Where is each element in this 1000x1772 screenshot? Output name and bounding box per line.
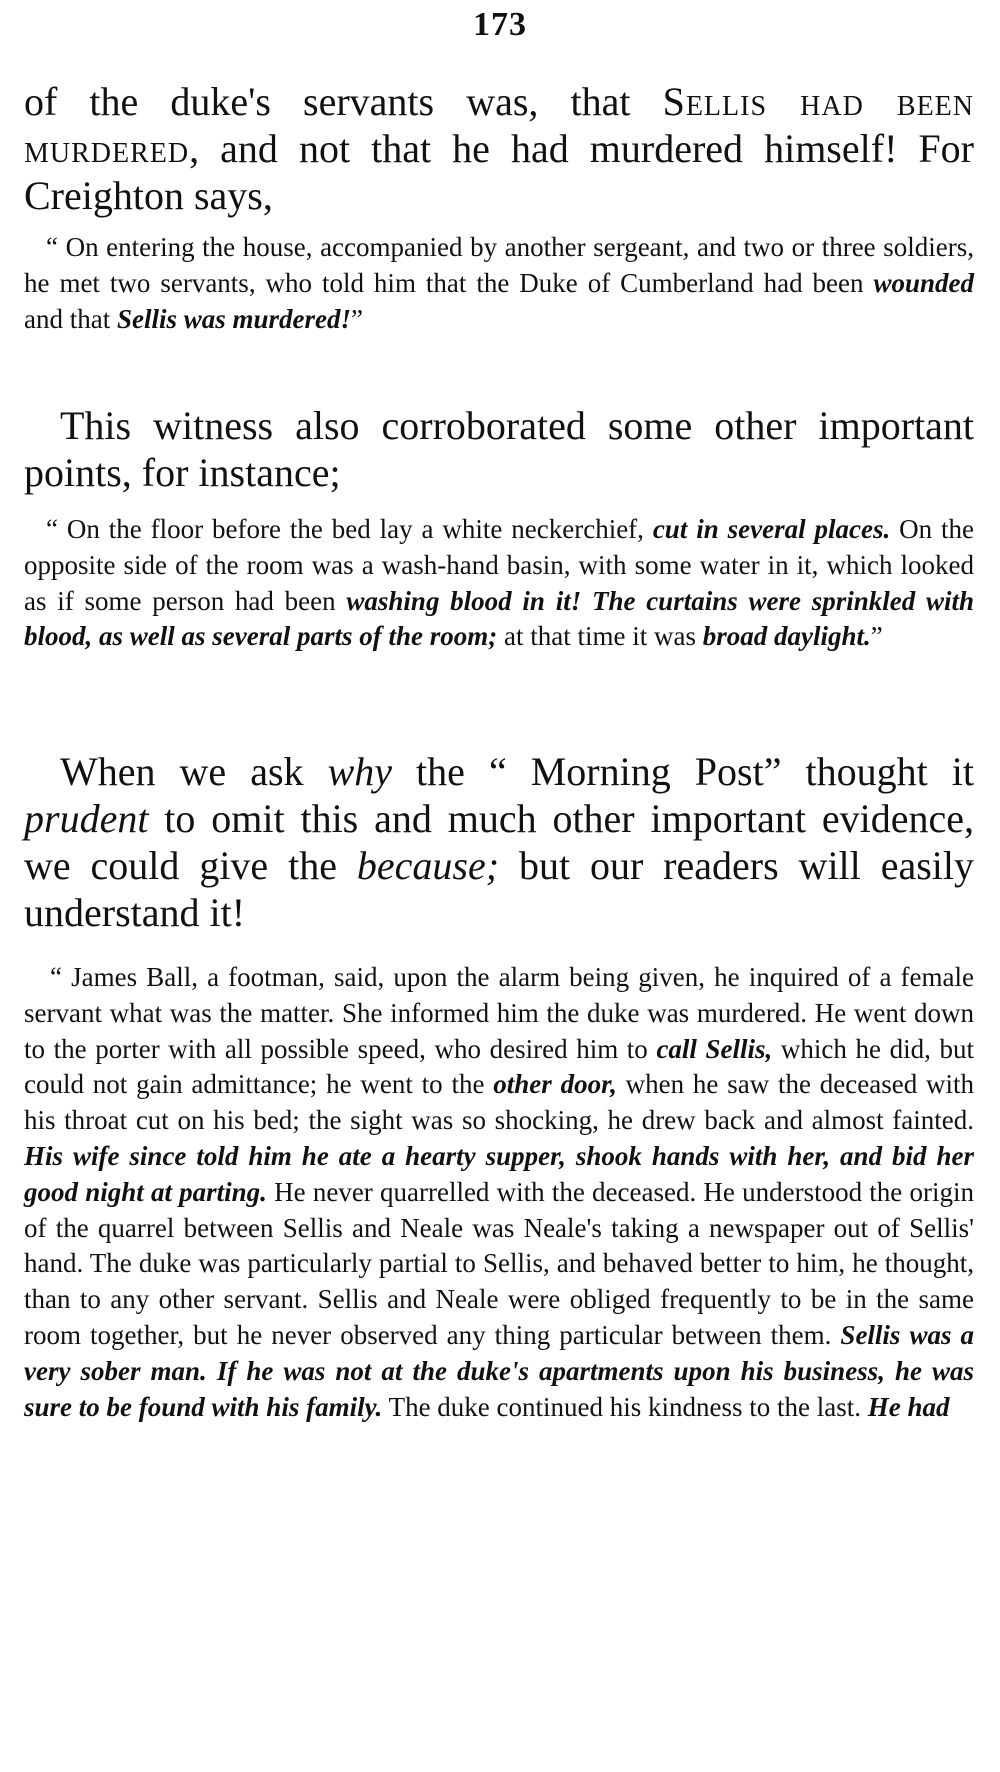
text-span: , and not that he had murdered himself! For Creighton says,: [24, 126, 974, 218]
quote-james-ball: [24, 960, 974, 1425]
quote-creighton: [24, 230, 974, 337]
text-span: to omit this and much other important evidence, we could give the: [24, 796, 974, 888]
emphasis-text: washing blood in it!: [346, 585, 582, 616]
text-span: “ On the floor before the bed lay a white neckerchief,: [46, 514, 653, 544]
text-span: This witness also corroborated some other important points, for instance;: [24, 403, 974, 495]
text-span: but our readers will easily understand it!: [24, 843, 974, 935]
text-span: [581, 586, 592, 616]
emphasis-text: His wife since told him he ate a hearty supper, shook hands with her, and bid her good night at parting.: [24, 1140, 974, 1207]
italic-text: why: [327, 749, 393, 794]
emphasis-text: Sellis was murdered!: [116, 303, 352, 334]
page-number: 173: [473, 6, 527, 43]
text-span: when he saw the deceased with his throat cut on his bed; the sight was so shocking, he drew back and almost fainted.: [24, 1069, 975, 1136]
emphasis-text: broad daylight.: [702, 621, 871, 652]
text-span: at that time it was: [497, 621, 703, 652]
italic-text: prudent: [24, 796, 149, 841]
text-span: The duke continued his kindness to the last.: [382, 1391, 868, 1422]
text-span: of the duke's servants was, that: [24, 79, 663, 124]
emphasis-text: call Sellis,: [656, 1033, 773, 1064]
text-span: the “ Morning Post” thought it: [392, 749, 974, 794]
text-span: which he did, but could not gain admittance; he went to the: [24, 1033, 975, 1100]
text-span: “ On entering the house, accompanied by another sergeant, and two or three soldiers, he met two servants, who told him that the Duke of Cumberland had been: [24, 232, 974, 298]
emphasis-text: He had: [867, 1391, 950, 1422]
text-span: ”: [870, 621, 883, 652]
paragraph-3: [24, 748, 974, 936]
paragraph-2: [24, 402, 974, 496]
quote-bedroom: [24, 512, 974, 655]
emphasis-text: cut in several places.: [652, 514, 891, 544]
paragraph-1: [24, 78, 974, 219]
text-span: [207, 1356, 217, 1386]
emphasis-text: The curtains were sprinkled with blood, as well as several parts of the room;: [24, 585, 974, 652]
emphasis-text: If he was not at the duke's apartments upon his business, he was sure to be found with his family.: [24, 1355, 975, 1422]
text-span: He never quarrelled with the deceased. He understood the origin of the quarrel between Sellis and Neale was Neale's taking a newspaper out of Sellis' hand. The duke was particularly partial to Sellis, and behaved better to him, he thought, than to any other servant. Sellis and Neale were obliged frequently to be in the same room together, but he never observed any thing particular between them.: [24, 1176, 974, 1350]
text-span: When we ask: [60, 749, 328, 794]
italic-text: because;: [356, 843, 500, 888]
emphasis-text: other door,: [493, 1069, 617, 1100]
text-span: ”: [351, 303, 364, 334]
small-caps-text: Sellis had been murdered: [24, 79, 974, 171]
text-span: and that: [24, 303, 117, 334]
text-span: On the opposite side of the room was a wash-hand basin, with some water in it, which looked as if some person had been: [24, 514, 975, 616]
emphasis-text: wounded: [873, 267, 974, 298]
text-span: “ James Ball, a footman, said, upon the alarm being given, he inquired of a female servant what was the matter. She informed him the duke was murdered. He went down to the porter with all possible speed, who desired him to: [24, 962, 974, 1064]
emphasis-text: Sellis was a very sober man.: [24, 1319, 974, 1386]
